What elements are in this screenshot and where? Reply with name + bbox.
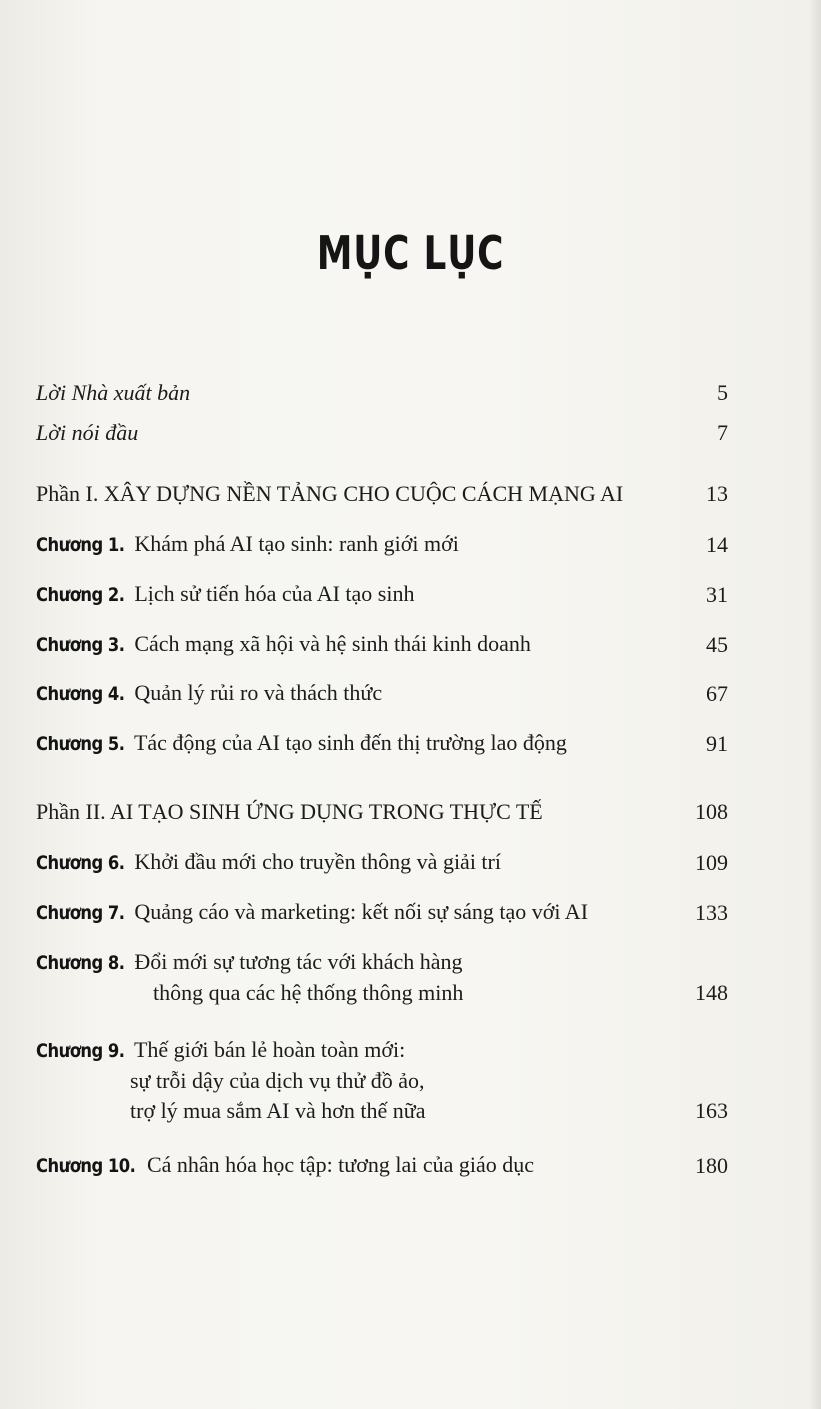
toc-page-number: 13 bbox=[706, 481, 728, 506]
toc-chapter-3 bbox=[36, 629, 728, 660]
toc-chapter-4 bbox=[36, 678, 728, 709]
chapter-title: Lịch sử tiến hóa của AI tạo sinh bbox=[134, 581, 415, 606]
chapter-number: Chương 4. bbox=[36, 683, 125, 705]
toc-entry-label: Lời nói đầu bbox=[36, 420, 139, 445]
page-edge-shadow bbox=[809, 0, 821, 1409]
chapter-number: Chương 6. bbox=[36, 852, 125, 874]
toc-page-number: 163 bbox=[695, 1098, 728, 1123]
chapter-number: Chương 10. bbox=[36, 1155, 136, 1177]
toc-part-label: Phần II. AI TẠO SINH ỨNG DỤNG TRONG THỰC TẾ bbox=[36, 799, 543, 824]
chapter-number: Chương 9. bbox=[36, 1040, 125, 1062]
chapter-number: Chương 7. bbox=[36, 902, 125, 924]
chapter-title-line: trợ lý mua sắm AI và hơn thế nữa bbox=[130, 1098, 426, 1123]
chapter-title-line: sự trỗi dậy của dịch vụ thử đồ ảo, bbox=[130, 1068, 425, 1093]
toc-chapter-10 bbox=[36, 1150, 728, 1181]
toc-chapter-7 bbox=[36, 897, 728, 928]
toc-page-number: 180 bbox=[695, 1153, 728, 1178]
toc-entry-publisher-note bbox=[36, 378, 728, 408]
chapter-number: Chương 5. bbox=[36, 733, 125, 755]
toc-page-number: 67 bbox=[706, 681, 728, 706]
chapter-title-line: Đổi mới sự tương tác với khách hàng bbox=[134, 949, 463, 974]
toc-entry-label: Lời Nhà xuất bản bbox=[36, 380, 191, 405]
toc-chapter-2 bbox=[36, 579, 728, 610]
chapter-title: Quản lý rủi ro và thách thức bbox=[134, 680, 383, 705]
toc-page-number: 14 bbox=[706, 532, 728, 557]
chapter-title: Quảng cáo và marketing: kết nối sự sáng tạo với AI bbox=[134, 899, 589, 924]
toc-part-1 bbox=[36, 479, 728, 509]
toc-page-number: 109 bbox=[695, 850, 728, 875]
toc-chapter-8 bbox=[36, 947, 728, 1008]
chapter-number: Chương 2. bbox=[36, 584, 125, 606]
toc-part-2 bbox=[36, 797, 728, 827]
chapter-number: Chương 3. bbox=[36, 634, 125, 656]
toc-page-number: 148 bbox=[695, 980, 728, 1005]
toc-part-label: Phần I. XÂY DỰNG NỀN TẢNG CHO CUỘC CÁCH MẠNG AI bbox=[36, 481, 624, 506]
chapter-title: Cách mạng xã hội và hệ sinh thái kinh doanh bbox=[134, 631, 531, 656]
chapter-title: Khởi đầu mới cho truyền thông và giải trí bbox=[134, 849, 501, 874]
chapter-title: Tác động của AI tạo sinh đến thị trường lao động bbox=[133, 730, 567, 755]
toc-entry-preface bbox=[36, 418, 728, 448]
toc-chapter-9 bbox=[36, 1035, 728, 1126]
chapter-title-line: thông qua các hệ thống thông minh bbox=[153, 980, 464, 1005]
toc-page-number: 31 bbox=[706, 582, 728, 607]
toc-chapter-5 bbox=[36, 728, 728, 759]
toc-page-number: 7 bbox=[717, 420, 728, 445]
chapter-title: Khám phá AI tạo sinh: ranh giới mới bbox=[134, 531, 459, 556]
toc-page-number: 45 bbox=[706, 632, 728, 657]
toc-chapter-1 bbox=[36, 529, 728, 560]
toc-page-number: 133 bbox=[695, 900, 728, 925]
toc-page-number: 91 bbox=[706, 731, 728, 756]
toc-chapter-6 bbox=[36, 847, 728, 878]
chapter-number: Chương 1. bbox=[36, 534, 125, 556]
toc-page-number: 108 bbox=[695, 799, 728, 824]
page-title: MỤC LỤC bbox=[316, 226, 505, 280]
chapter-number: Chương 8. bbox=[36, 952, 125, 974]
toc-page-number: 5 bbox=[717, 380, 728, 405]
chapter-title: Cá nhân hóa học tập: tương lai của giáo dục bbox=[146, 1152, 535, 1177]
chapter-title-line: Thế giới bán lẻ hoàn toàn mới: bbox=[133, 1037, 406, 1062]
